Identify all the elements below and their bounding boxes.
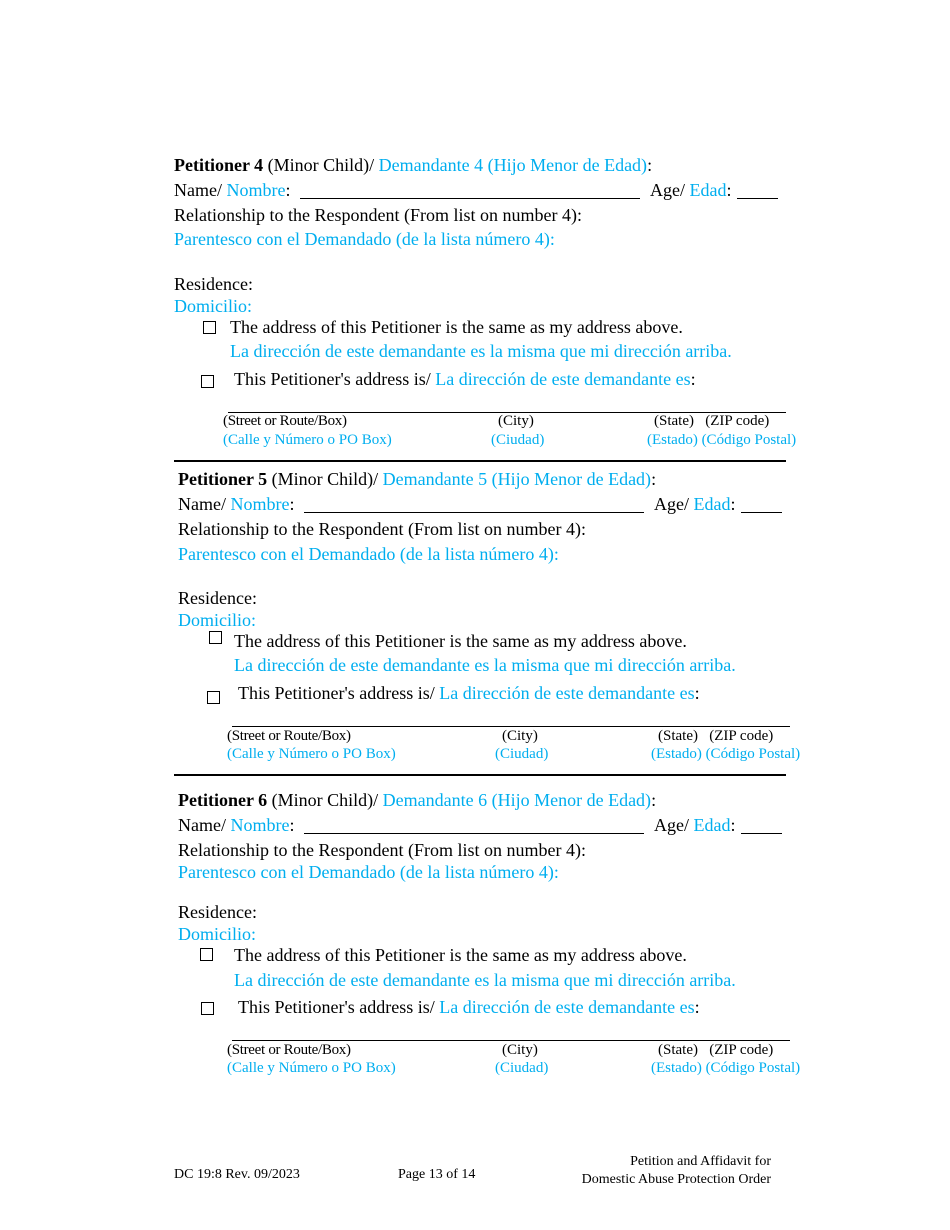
age-colon: : [726,180,732,200]
name-colon: : [285,180,291,200]
petitioner-title-es: Demandante 6 (Hijo Menor de Edad) [382,790,652,810]
age-label-es: Edad [689,180,727,200]
petitioner-title-bold: Petitioner 6 [178,790,268,810]
different-address-checkbox[interactable] [207,691,220,704]
same-address-label: The address of this Petitioner is the same as my address above. [230,317,683,337]
name-label [178,493,294,515]
city-label-es: (Ciudad) [495,746,549,762]
state-zip-label-es: (Estado) (Código Postal) [647,432,797,448]
street-label: (Street or Route/Box) [227,728,351,744]
petitioner-title-es: Demandante 4 (Hijo Menor de Edad) [378,155,648,175]
street-label: (Street or Route/Box) [227,1042,351,1058]
different-address-checkbox[interactable] [201,1002,214,1015]
footer-form-id: DC 19:8 Rev. 09/2023 [174,1167,300,1182]
street-label-es: (Calle y Número o PO Box) [227,746,396,762]
address-is-label-en: This Petitioner's address is/ [238,683,440,703]
petitioner-title-colon: : [651,469,657,489]
same-address-checkbox[interactable] [200,948,213,961]
same-address-checkbox[interactable] [209,631,222,644]
same-address-label: The address of this Petitioner is the same as my address above. [234,945,687,965]
same-address-label: The address of this Petitioner is the same as my address above. [234,631,687,651]
state-zip-label-es: (Estado) (Código Postal) [651,1060,801,1076]
name-label-es: Nombre [230,494,290,514]
residence-label: Residence: [178,902,257,922]
same-address-label-es: La dirección de este demandante es la misma que mi dirección arriba. [234,655,736,675]
age-label-es: Edad [693,494,731,514]
name-label-es: Nombre [230,815,290,835]
residence-label-es: Domicilio: [178,924,256,944]
residence-label-es: Domicilio: [174,296,252,316]
footer-title-line2: Domestic Abuse Protection Order [581,1172,771,1187]
address-is-label-en: This Petitioner's address is/ [234,369,436,389]
relationship-label-es: Parentesco con el Demandado (de la lista número 4): [178,862,559,882]
petitioner-title-es: Demandante 5 (Hijo Menor de Edad) [382,469,652,489]
section-divider [174,774,786,776]
city-label-es: (Ciudad) [495,1060,549,1076]
age-colon: : [730,815,736,835]
name-field[interactable] [304,833,644,834]
address-is-colon: : [690,369,696,389]
petitioner-6-section [0,789,950,1109]
residence-label: Residence: [178,588,257,608]
city-label-es: (Ciudad) [491,432,545,448]
footer-page-number: Page 13 of 14 [398,1167,476,1182]
section-divider [174,460,786,462]
street-label-es: (Calle y Número o PO Box) [223,432,392,448]
petitioner-5-section [0,468,950,788]
state-zip-label: (State) (ZIP code) [654,413,770,429]
footer-title-line1: Petition and Affidavit for [630,1154,771,1169]
petitioner-title [174,154,652,176]
street-label-es: (Calle y Número o PO Box) [227,1060,396,1076]
same-address-label-es: La dirección de este demandante es la misma que mi dirección arriba. [234,970,736,990]
state-zip-label: (State) (ZIP code) [658,728,774,744]
age-label [654,814,736,836]
name-label [178,814,294,836]
name-label-en: Name/ [174,180,227,200]
petitioner-title-rest: (Minor Child)/ [263,155,379,175]
age-label-en: Age/ [650,180,690,200]
state-zip-label: (State) (ZIP code) [658,1042,774,1058]
address-is-label [234,368,696,390]
address-is-colon: : [694,997,700,1017]
relationship-label: Relationship to the Respondent (From list on number 4): [178,840,586,860]
address-is-label-es: La dirección de este demandante es [439,997,695,1017]
petitioner-title-colon: : [647,155,653,175]
relationship-label: Relationship to the Respondent (From list on number 4): [178,519,586,539]
city-label: (City) [498,413,534,429]
relationship-label-es: Parentesco con el Demandado (de la lista número 4): [178,544,559,564]
petitioner-title-rest: (Minor Child)/ [267,469,383,489]
name-colon: : [289,494,295,514]
address-is-label-es: La dirección de este demandante es [439,683,695,703]
address-is-label-es: La dirección de este demandante es [435,369,691,389]
petitioner-title-bold: Petitioner 4 [174,155,264,175]
name-label-es: Nombre [226,180,286,200]
address-is-label [238,682,700,704]
city-label: (City) [502,1042,538,1058]
petitioner-4-section [0,154,950,474]
petitioner-title [178,468,656,490]
address-is-colon: : [694,683,700,703]
petitioner-title-rest: (Minor Child)/ [267,790,383,810]
residence-label: Residence: [174,274,253,294]
name-label-en: Name/ [178,494,231,514]
petitioner-title-bold: Petitioner 5 [178,469,268,489]
name-colon: : [289,815,295,835]
name-field[interactable] [300,198,640,199]
age-label [654,493,736,515]
address-is-label [238,996,700,1018]
address-is-label-en: This Petitioner's address is/ [238,997,440,1017]
city-label: (City) [502,728,538,744]
petitioner-title [178,789,656,811]
name-field[interactable] [304,512,644,513]
relationship-label: Relationship to the Respondent (From list on number 4): [174,205,582,225]
age-field[interactable] [741,512,782,513]
age-field[interactable] [737,198,778,199]
name-label-en: Name/ [178,815,231,835]
age-label-en: Age/ [654,815,694,835]
name-label [174,179,290,201]
age-label [650,179,732,201]
age-field[interactable] [741,833,782,834]
age-label-es: Edad [693,815,731,835]
same-address-checkbox[interactable] [203,321,216,334]
state-zip-label-es: (Estado) (Código Postal) [651,746,801,762]
petitioner-title-colon: : [651,790,657,810]
age-colon: : [730,494,736,514]
same-address-label-es: La dirección de este demandante es la misma que mi dirección arriba. [230,341,732,361]
different-address-checkbox[interactable] [201,375,214,388]
street-label: (Street or Route/Box) [223,413,347,429]
relationship-label-es: Parentesco con el Demandado (de la lista número 4): [174,229,555,249]
residence-label-es: Domicilio: [178,610,256,630]
age-label-en: Age/ [654,494,694,514]
